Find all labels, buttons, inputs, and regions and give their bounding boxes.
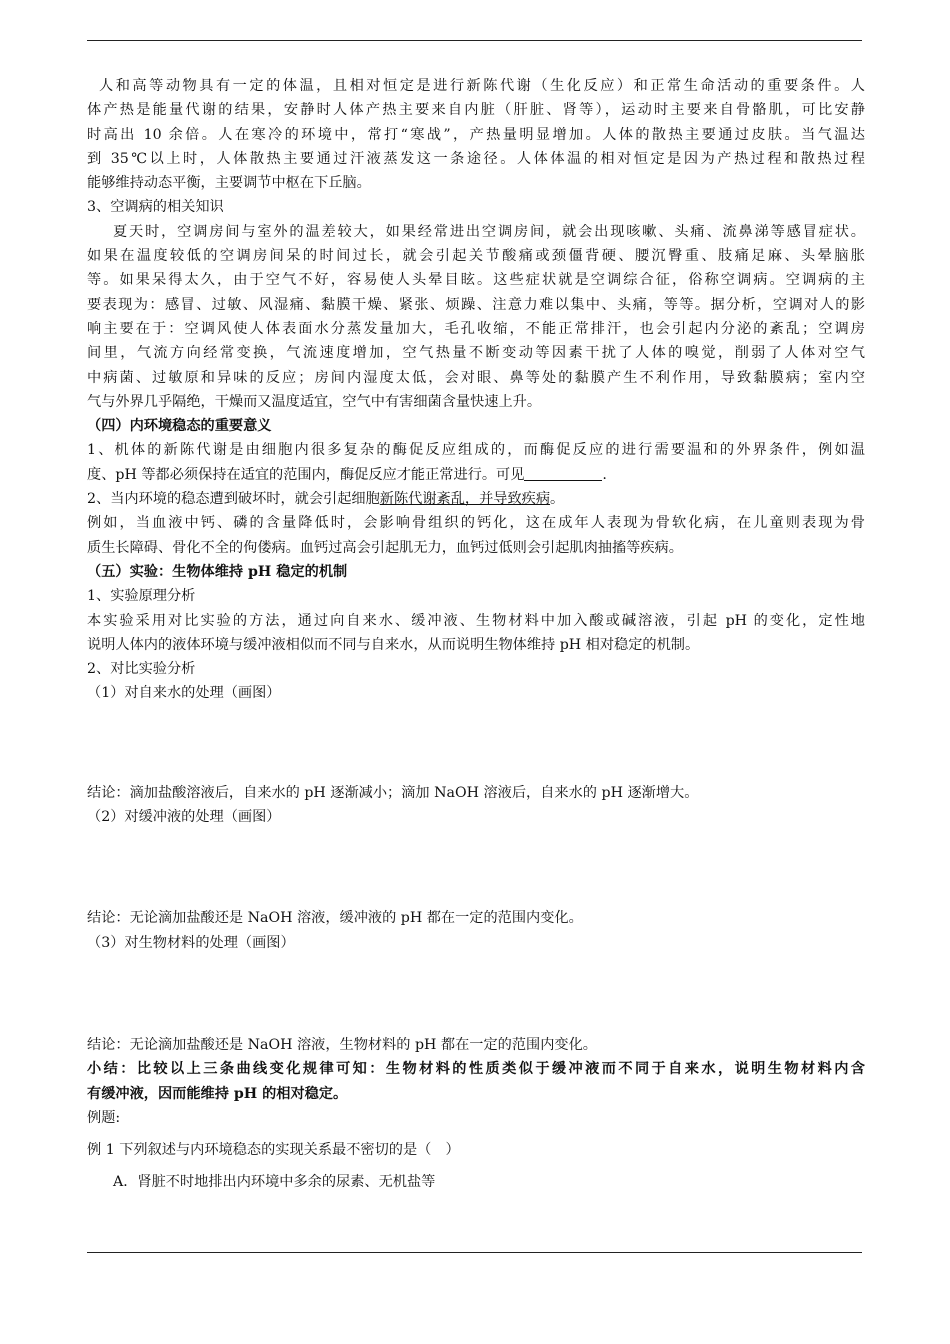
header-rule — [87, 40, 862, 41]
summary-line: 有缓冲液，因而能维持 pH 的相对稳定。 — [87, 1085, 348, 1102]
text-line: 本实验采用对比实验的方法，通过向自来水、缓冲液、生物材料中加入酸或碱溶液，引起 pH 的变化，定性地 — [87, 612, 865, 629]
subheading-principle: 1、实验原理分析 — [87, 588, 196, 605]
body-temperature-paragraph — [87, 74, 865, 195]
underlined-answer: 新陈代谢紊乱，并导致疾病 — [379, 491, 551, 508]
drawing-space — [87, 706, 865, 781]
subheading-tap-water: （1）对自来水的处理（画图） — [87, 685, 281, 702]
conclusion-tap-water: 结论：滴加盐酸溶液后，自来水的 pH 逐渐减小；滴加 NaOH 溶液后，自来水的 pH 逐渐增大。 — [87, 784, 699, 801]
text-line: 响主要在于：空调风使人体表面水分蒸发量加大，毛孔收缩，不能正常排汗，也会引起内分泌的紊乱；空调房 — [87, 320, 865, 337]
text-line: 等。如果呆得太久，由于空气不好，容易使人头晕目眩。这些症状就是空调综合征，俗称空调病。空调病的主 — [87, 272, 865, 289]
text-line: 人和高等动物具有一定的体温，且相对恒定是进行新陈代谢（生化反应）和正常生命活动的重要条件。人 — [99, 78, 865, 94]
example-question: 例 1 下列叙述与内环境稳态的实现关系最不密切的是（ ） — [87, 1142, 460, 1159]
text-fragment: . — [602, 466, 607, 483]
text-line-with-blank — [87, 463, 865, 487]
section-heading-air-conditioning: 3、空调病的相关知识 — [87, 199, 224, 216]
text-line: 要表现为：感冒、过敏、风湿痛、黏膜干燥、紧张、烦躁、注意力难以集中、头痛，等等。据分析，空调对人的影 — [87, 296, 865, 313]
text-line: 质生长障碍、骨化不全的佝偻病。血钙过高会引起肌无力，血钙过低则会引起肌肉抽搐等疾病。 — [87, 539, 683, 556]
conclusion-biological-material: 结论：无论滴加盐酸还是 NaOH 溶液，生物材料的 pH 都在一定的范围内变化。 — [87, 1036, 597, 1053]
document-body — [87, 74, 865, 1195]
text-fragment: 度、pH 等都必须保持在适宜的范围内，酶促反应才能正常进行。可见 — [87, 466, 525, 483]
subheading-comparison: 2、对比实验分析 — [87, 661, 196, 678]
text-line: 到 35℃以上时，人体散热主要通过汗液蒸发这一条途径。人体体温的相对恒定是因为产热过程和散热过程 — [87, 150, 865, 167]
text-line: 1、机体的新陈代谢是由细胞内很多复杂的酶促反应组成的，而酶促反应的进行需要温和的外界条件，例如温 — [87, 442, 865, 459]
section-heading-experiment: （五）实验：生物体维持 pH 稳定的机制 — [87, 563, 348, 580]
text-line: 能够维持动态平衡，主要调节中枢在下丘脑。 — [87, 175, 371, 192]
text-fragment: 2、当内环境的稳态遭到破坏时，就会引起细胞 — [87, 491, 380, 508]
subheading-buffer: （2）对缓冲液的处理（画图） — [87, 809, 281, 826]
text-line: 气与外界几乎隔绝，干燥而又温度适宜，空气中有害细菌含量快速上升。 — [87, 393, 542, 410]
subheading-biological-material: （3）对生物材料的处理（画图） — [87, 934, 295, 951]
text-line: 说明人体内的液体环境与缓冲液相似而不同与自来水，从而说明生物体维持 pH 相对稳定的机制。 — [87, 636, 700, 653]
text-line: 时高出 10 余倍。人在寒冷的环境中，常打“寒战”，产热量明显增加。人体的散热主要通过皮肤。当气温达 — [87, 126, 865, 143]
summary-line: 小结：比较以上三条曲线变化规律可知：生物材料的性质类似于缓冲液而不同于自来水，说明生物材料内含 — [87, 1061, 865, 1078]
drawing-space — [87, 955, 865, 1033]
text-line: 体产热是能量代谢的结果，安静时人体产热主要来自内脏（肝脏、肾等），运动时主要来自骨骼肌，可比安静 — [87, 102, 865, 119]
spacer — [87, 1130, 865, 1138]
text-line: 夏天时，空调房间与室外的温差较大，如果经常进出空调房间，就会出现咳嗽、头痛、流鼻涕等感冒症状。 — [113, 223, 865, 240]
section-heading-significance: （四）内环境稳态的重要意义 — [87, 418, 272, 435]
footer-rule — [87, 1252, 862, 1253]
text-line: 如果在温度较低的空调房间呆的时间过长，就会引起关节酸痛或颈僵背硬、腰沉臀重、肢痛足麻、头晕脑胀 — [87, 248, 865, 265]
air-conditioning-paragraph — [87, 220, 865, 414]
text-line-with-underline — [87, 487, 865, 511]
example-option-a: A．肾脏不时地排出内环境中多余的尿素、无机盐等 — [113, 1174, 436, 1191]
text-line: 间里，气流方向经常变换，气流速度增加，空气热量不断变动等因素干扰了人体的嗅觉，削弱了人体对空气 — [87, 345, 865, 362]
fill-in-blank — [524, 464, 602, 481]
drawing-space — [87, 829, 865, 906]
text-line: 例如，当血液中钙、磷的含量降低时，会影响骨组织的钙化，这在成年人表现为骨软化病，在儿童则表现为骨 — [87, 515, 865, 532]
conclusion-buffer: 结论：无论滴加盐酸还是 NaOH 溶液，缓冲液的 pH 都在一定的范围内变化。 — [87, 910, 583, 927]
spacer — [87, 1162, 865, 1170]
examples-heading: 例题: — [87, 1109, 121, 1126]
text-fragment: 。 — [550, 491, 565, 508]
text-line: 中病菌、过敏原和异味的反应；房间内湿度太低，会对眼、鼻等处的黏膜产生不利作用，导致黏膜病；室内空 — [87, 369, 865, 386]
